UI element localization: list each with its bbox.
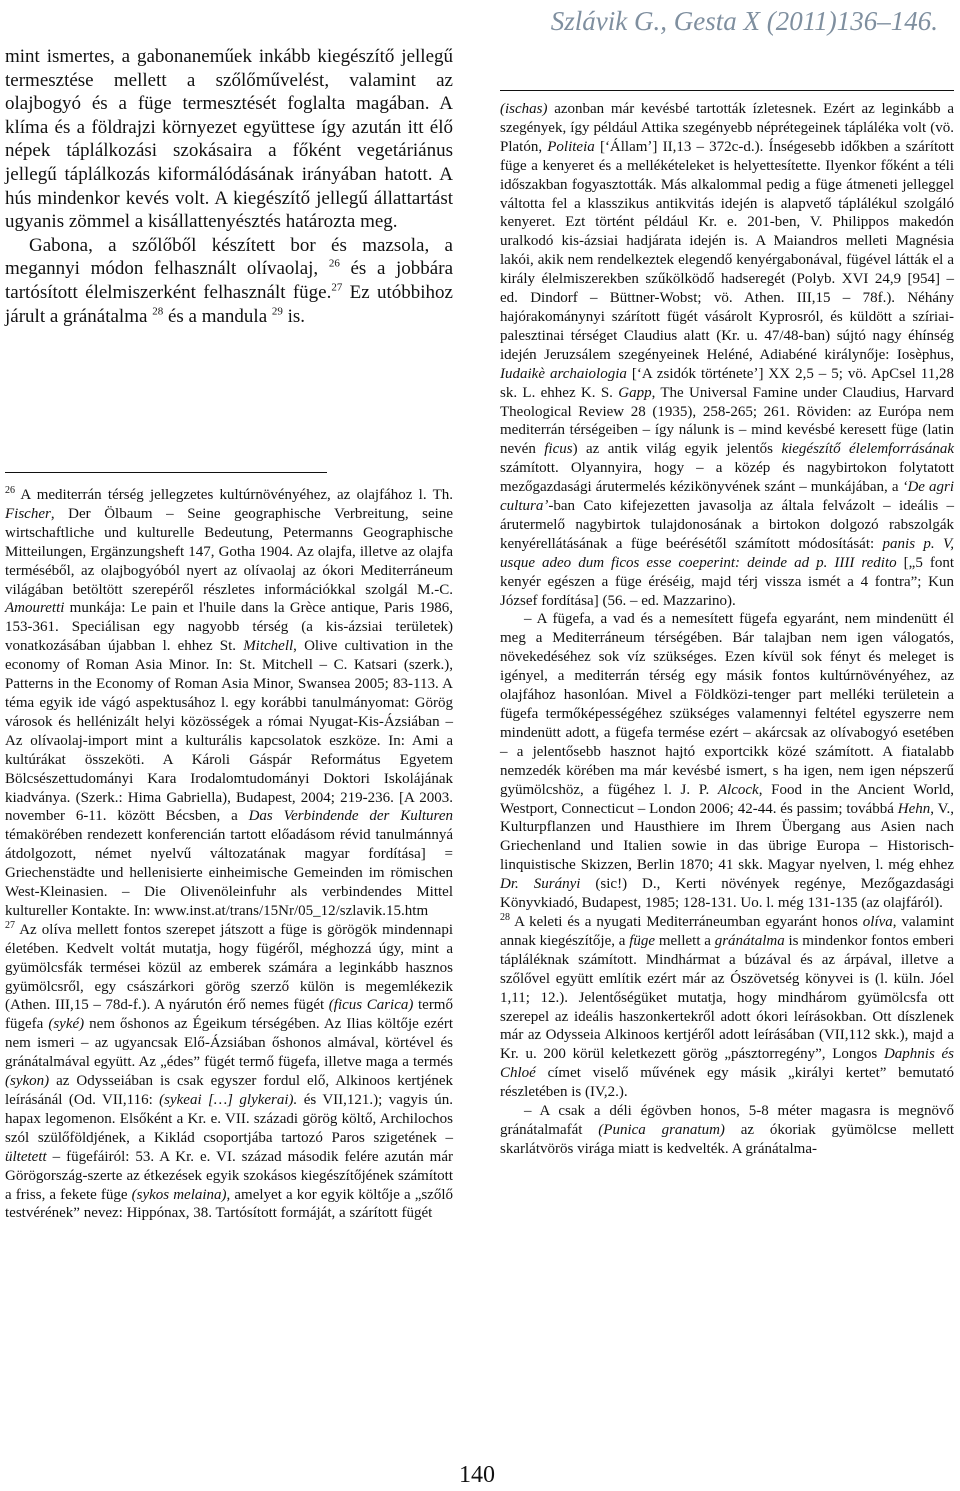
footnote-26-url-text: témakörében rendezett konferencián tartott előadásom révid tanulmánnyá átdolgozott, német nyelvű változatának magyar fordítása] = Griechenstädte und hellenisierte einheimische Gemeinden im römischen West-Kleinasien. – Die Olivenöleinfuhr als verbindendes Mittel kultureller Kontakte. In: www.inst.at/trans/15Nr/05_12/szlavik.15.htm <box>5 827 453 919</box>
footnote-ref-27[interactable]: 27 <box>331 281 343 294</box>
footnote-ref-29[interactable]: 29 <box>271 305 283 318</box>
footnote-27-continued: (ischas) azonban már kevésbé tartották ízletesnek. Ezért az leginkább a szegények, így például Attika szegényebb néprétegeinek tápláléka volt (vö. Platón, Politeia [ʻÁllamʼ] II,13 – 372c-d.). Ínségesebb időkben a szárított füge a kenyeret és a mellékételeket is helyettesítette. Ilyenkor főként a téli időszakban fogyasztották. Más alkalommal pedig a füge átmeneti jelleggel váltotta fel a klasszikus antikvitás idején is alapvető táplálékul szolgáló kenyeret. Ezt történt például Kr. e. 201-ben, V. Philippos makedón uralkodó kis-ázsiai hadjárata idején is. A Maiandros melleti Magnésia lakói, akik nem rendelkeztek elegendő kenyérgabonával, fügével látták el a király élelmiszerekben szűkölködő hadseregét (Polyb. XVI 24,9 [954] – ed. Dindorf – Büttner-Wobst; vö. Athen. III,15 – 78f.). Néhány hajórakománynyi szárított fügét vásárolt Kyprosról, és küldött a szíriai-palesztinai térséget Claudius alatt (Kr. u. 47/48-ban) sújtó nagy éhínség idején Jeruzsálem szegényeinek Heléné, Adiabéné királynője: Iosèphus, Iudaikè archaiologia [ʻA zsidók történeteʼ] XX 2,5 – 5; vö. ApCsel 11,28 sk. L. ehhez K. S. Gapp, The Universal Famine under Claudius, Harvard Theological Review 28 (1935), 258-265; 261. Röviden: az Európa nem mediterrán térségeiben – így nálunk is – mind kevésbé keresett füge (latin nevén ficus) az antik világ egyik jelentős kiegészítő élelemforrásának számított. Olyannyira, hogy – a közép és nagybirtokon folytatott mezőgazdasági árutermelés kézikönyvének szánt – munkájában, a ʻDe agri culturaʼ-ban Cato kifejezetten javasolja az általa felvázolt – ideális – árutermelő nagybirtok tulajdonosának a birtokon dolgozó rabszolgák kenyérellátásának a füge beérésétől számított módosítását: panis p. V, usque adeo dum ficos esse coeperint: deinde ad p. IIII redito [„5 font kenyér egészen a füge éréséig, majd térj vissza ismét a 4 fontra”; Kun József fordítása] (56. – ed. Mazzarino). <box>500 101 955 609</box>
footnote-ref-28[interactable]: 28 <box>152 305 164 318</box>
running-header: Szlávik G., Gesta X (2011)136–146. <box>550 6 938 36</box>
page-number: 140 <box>459 1462 495 1488</box>
footnote-26: $^{26}$ A mediterrán térség jellegzetes kultúrnövényéhez, az olajfához l. Th. Fischer, Der Ölbaum – Seine geographische Verbreitung, seine wirtschaftliche und kulturelle Bedeutung, Petermanns Geographische Mitteilungen, Ergänzungsheft 147, Gotha 1904. Az olajfa, illetve az olajfa terméséből, az olajbogyóból nyert az olívaolaj az ókori Mediterráneum világában betöltött szerepéről részletes információkkal szolgál M.-C. Amouretti munkája: Le pain et l'huile dans la Grèce antique, Paris 1986, 153-361. Speciálisan egy nagyobb térség (a kis-ázsiai területek) vonatkozásában újabban l. ehhez St. Mitchell, Olive cultivation in the economy of Roman Asia Minor. In: St. Mitchell – C. Katsari (szerk.), Patterns in the Economy of Roman Asia Minor, Swansea 2005; 83-113. A téma egyik ide vágó aspektusához l. egy korábbi tanulmányomat: Görög városok és hellénizált helyi közösségek a római Nyugat-Kis-Ázsiában – Az olívaolaj-import mint a kulturális kapcsolatok eszköze. In: Ami a kultúrákat összeköti. A Károli Gáspár Református Egyetem Bölcsészettudományi Kara Irodalomtudományi Doktori Iskolájának kiadványa. (Szerk.: Hima Gabriella), Budapest, 2004; 219-236. [A 2003. november 6-11. között Bécsben, a Das Verbindende der Kulturen témakörében rendezett konferencián tartott előadásom révid tanulmánnyá átdolgozott, német nyelvű változatának magyar fordítása] = Griechenstädte und hellenisierte einheimische Gemeinden im römischen West-Kleinasien. – Die Olivenöleinfuhr als verbindendes Mittel kultureller Kontakte. In: www.inst.at/trans/15Nr/05_12/szlavik.15.htm <box>5 485 453 919</box>
footnote-27-fig-paragraph: – A fügefa, a vad és a nemesített fügefa egyaránt, nem mindenütt él meg a Mediterráneum térségében. Bár talajban nem igen válogatós, növekedéséhez sok víz szükséges. Ezen kívül sok fényt és meleget is igényel, a mediterrán térség egy másik fontos kultúrnövényéhez, az olajfához hasonlóan. Mivel a Földközi-tenger part melléki területein a fügefa termőképességéhez szükséges valamennyi feltétel egyszerre nem mindenütt adott, a fügefa termése ezért – akárcsak az olívabogyó esetében – a jelentősebb hasznot hajtó exportcikk közé számított. A fiatalabb nemzedék körében ma már kevésbé ismert, s ha igen, nem igen népszerű gyümölcshöz, a fügéhez l. J. P. Alcock, Food in the Ancient World, Westport, Connecticut – London 2006; 42-44. és passim; továbbá Hehn, V., Kulturpflanzen und Hausthiere im Ihrem Übergang aus Asien nach Griechenland und Italien sowie in das übrige Europa – Historisch-linquistische Skizzen, Berlin 1870; 41 skk. Magyar nyelven, l. még ehhez Dr. Surányi (sic!) D., Kerti növények regénye, Mezőgazdasági Könyvkiadó, Budapest, 1985; 128-131. Uo. l. még 131-135 (az olajfáról). <box>500 611 955 912</box>
paragraph-2: Gabona, a szőlőből készített bor és mazsola, a megannyi módon felhasznált olívaolaj, $^{26}$ és a jobbára tartósított élelmiszerként felhasznált füge.$^{27}$ Ez utóbbihoz járult a gránátalma $^{28}$ és a mandula $^{29}$ is. <box>5 234 454 327</box>
footnote-27: $^{27}$ Az olíva mellett fontos szerepet játszott a füge is görögök mindennapi életében. Kedvelt voltát mutatja, hogy fügéről, méghozzá úgy, mint a gyümölcsfák termései közül az emberek számára a leginkább hasznos gyümölcsről, egy császárkori görög szerző külön is megemlékezik (Athen. III,15 – 78d-f.). A nyárutón érő nemes fügét (ficus Carica) termő fügefa (syké) nem őshonos az Égeikum térségében. Az Ilias költője ezért nem ismeri – az ugyancsak Elő-Ázsiában őshonos almával, körtével és gránátalmával együtt. Az „édes” fügét termő fügefa, illetve maga a termés (sykon) az Odysseiában is csak egyszer fordul elő, Alkinoos kertjének leírásánál (Od. VII,116: (sykeai […] glykerai). és VII,121.); vagyis ún. hapax legomenon. Elsőként a Kr. e. VII. századi görög költő, Archilochos szól szülőföldjének, a Kiklád csoportjába tartozó Paros szigetének – ültetett – fügefáiról: 53. A Kr. e. VI. század második felére azután már Görögország-szerte az étkezések egyik szokásos kiegészítőjének számított a friss, a fekete füge (sykos melaina), amelyet a kor egyik költője a „szőlő testvérének” nevez: Hippónax, 38. Tartósított formáját, a szárított fügét <box>5 919 454 1222</box>
footnote-28-pomegranate-paragraph: – A csak a déli égövben honos, 5-8 méter magasra is megnövő gránátalmafát (Punica granatum) az ókoriak gyümölcse mellett skarlátvörös virága miatt is kedvelték. A gránátalma- <box>500 1103 954 1157</box>
footnotes-right-column <box>500 100 954 1159</box>
footnote-ref-26[interactable]: 26 <box>328 258 340 271</box>
main-body-text <box>5 45 453 328</box>
footnote-28: $^{28}$ A keleti és a nyugati Mediterráneumban egyaránt honos olíva, valamint annak kiegészítője, a füge mellett a gránátalma is mindenkor fontos emberi tápláléknak számított. Mindhármat a búzával és az árpával, illetve a szőlővel együtt említik ezért már az Ószövetség könyvei is (l. küln. Jóel 1,11; 12.). Jelentőségüket mutatja, hogy mindhárom gyümölcsfa ott szerepel az ideális haszonkertekről adott ókori leírásokban. Ott díszlenek már az Odysseia Alkinoos kertjéről adott leírásában (VII,112 skk.), majd a Kr. u. 200 körül keletkezett görög „pásztorregény”, Longos Daphnis és Chloé címet viselő művének egy másik „királyi kertet” bemutató részletében is (IV,2.). <box>500 911 955 1101</box>
footnote-continuation-separator <box>500 90 954 91</box>
footnote-separator <box>5 472 327 473</box>
footnotes-left-column <box>5 486 453 1223</box>
paragraph-1: mint ismertes, a gabonaneműek inkább kiegészítő jellegű termesztése mellett a szőlőművelést, valamint az olajbogyó és a füge termesztését foglalta magában. A klíma és a földrajzi környezet együttese így azután itt élő népek táplálkozási szokásaira a főként vegetáriánus jellegű táplálkozás kiformálódásának irányában hatott. A hús mindenkor kevés volt. A kiegészítő jellegű állattartást ugyanis zömmel a kisállattenyésztés határozta meg. <box>5 46 453 233</box>
